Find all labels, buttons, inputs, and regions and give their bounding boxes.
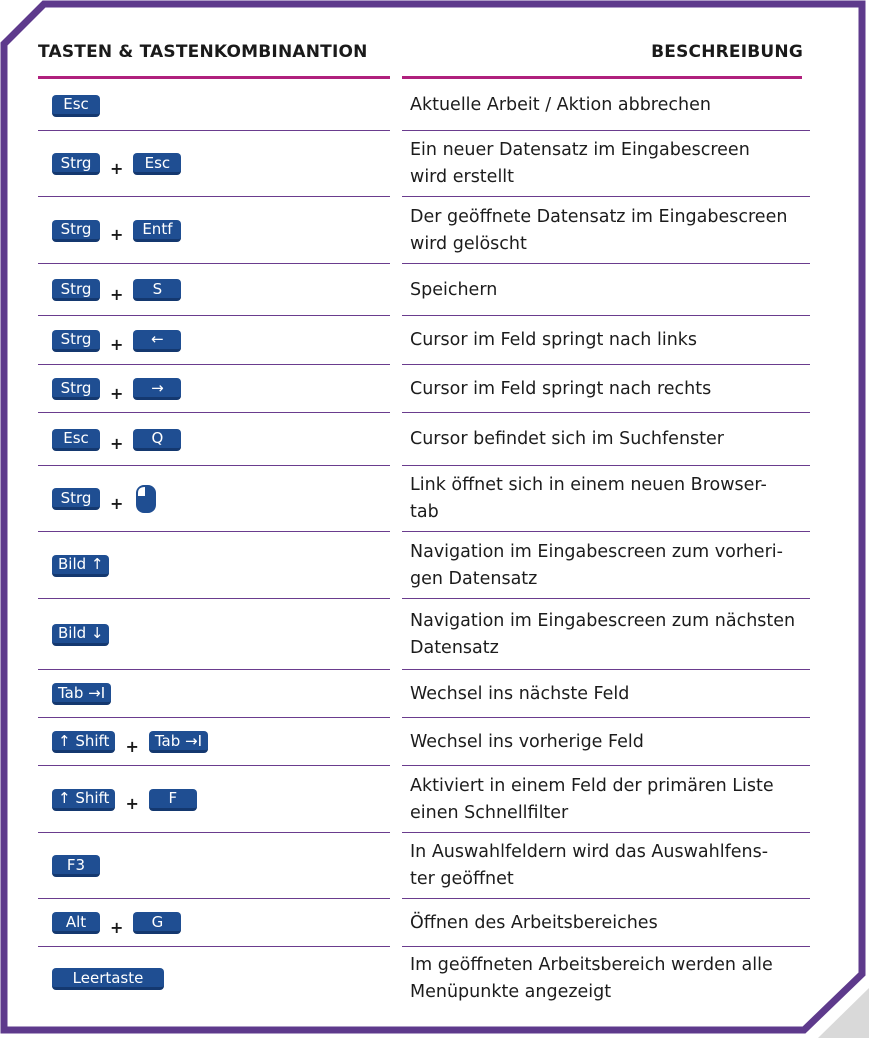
shortcut-row [38,365,810,413]
keycap: Q [133,429,181,451]
shortcut-description [410,899,810,947]
description-text [410,376,711,403]
description-line: Wechsel ins vorherige Feld [410,731,644,752]
shortcut-description [410,670,810,718]
shortcut-keys [38,413,390,466]
shortcut-keys [38,316,390,365]
header-underline-right [402,76,802,79]
keycap: Strg [52,153,100,175]
plus-sign: + [110,383,124,403]
shortcut-keys [38,131,390,197]
description-line: gen Datensatz [410,568,538,589]
shortcut-row [38,197,810,264]
shortcut-row [38,833,810,899]
description-text [410,472,767,526]
description-line: Ein neuer Datensatz im Eingabescreen [410,140,750,160]
shortcut-keys [38,466,390,532]
shortcut-row [38,264,810,316]
description-text [410,839,768,893]
keycap: Strg [52,488,100,510]
description-text [410,426,724,453]
description-text [410,277,497,304]
shortcut-keys [38,670,390,718]
keycap: ↑ Shift [52,789,115,811]
shortcut-table [38,80,810,1011]
description-line: Öffnen des Arbeitsbereiches [410,912,658,933]
description-text [410,204,787,258]
description-line: wird erstellt [410,167,515,187]
description-line: einen Schnellfilter [410,802,569,823]
plus-sign: + [110,158,124,178]
keycap: → [133,378,181,400]
keycap: G [133,912,181,934]
shortcut-row [38,599,810,670]
shortcut-description [410,532,810,599]
keycap: ↑ Shift [52,731,115,753]
shortcut-description [410,365,810,413]
shortcut-keys [38,197,390,264]
shortcut-description [410,131,810,197]
plus-sign: + [110,225,124,244]
plus-sign: + [125,794,139,813]
description-line: Menüpunkte angezeigt [410,982,612,1002]
description-text [410,773,774,827]
header-underline-left [38,76,390,79]
description-text [410,608,795,662]
plus-sign: + [110,917,124,937]
description-text [410,327,697,354]
keycap: Tab →I [52,683,111,705]
description-line: Im geöffneten Arbeitsbereich werden alle [410,955,773,975]
plus-sign: + [110,335,124,354]
description-line: Datensatz [410,637,499,658]
keycap: Bild ↑ [52,555,109,577]
description-line: Der geöffnete Datensatz im Eingabescreen [410,206,788,227]
description-text [410,137,750,191]
description-text [410,952,773,1006]
keycap: Leertaste [52,968,164,990]
shortcut-description [410,599,810,670]
shortcut-row [38,718,810,766]
description-text [410,92,711,119]
shortcut-row [38,670,810,718]
shortcut-description [410,466,810,532]
shortcut-description [410,316,810,365]
description-text [410,539,783,593]
shortcut-keys [38,532,390,599]
keycap: Strg [52,330,100,352]
shortcut-row [38,316,810,365]
shortcut-row [38,532,810,599]
keycap: S [133,279,181,301]
description-line: Navigation im Eingabescreen zum vorheri- [410,541,783,562]
shortcut-keys [38,947,390,1011]
description-text [410,729,644,756]
shortcut-keys [38,718,390,766]
keycap: Bild ↓ [52,624,109,646]
shortcut-keys [38,264,390,316]
column-header-keys: TASTEN & TASTENKOMBINANTION [38,42,368,62]
description-text [410,910,658,937]
keycap: Esc [52,429,100,451]
keycap: Alt [52,912,100,934]
shortcut-description [410,718,810,766]
description-line: Speichern [410,279,498,300]
shortcut-description [410,947,810,1011]
shortcut-keys [38,766,390,833]
keycap: F3 [52,855,100,877]
plus-sign: + [125,736,139,756]
keycap: Esc [133,153,181,175]
description-line: wird gelöscht [410,233,527,254]
column-header-description: BESCHREIBUNG [651,42,803,62]
description-line: Cursor befindet sich im Suchfenster [410,429,724,449]
shortcut-row [38,947,810,1011]
shortcut-row [38,466,810,532]
description-line: ter geöffnet [410,869,514,889]
shortcut-row [38,131,810,197]
keycap: Strg [52,279,100,301]
description-line: In Auswahlfeldern wird das Auswahlfens- [410,842,769,862]
shortcut-keys [38,833,390,899]
description-line: Aktuelle Arbeit / Aktion abbrechen [410,95,711,115]
shortcut-description [410,413,810,466]
keycap: Tab →I [149,731,208,753]
shortcut-description [410,833,810,899]
shortcut-row [38,899,810,947]
shortcut-keys [38,80,390,131]
shortcut-row [38,413,810,466]
description-line: Navigation im Eingabescreen zum nächsten [410,610,796,631]
description-line: Aktiviert in einem Feld der primären Liste [410,775,774,796]
mouse-left-click-icon [135,484,157,514]
plus-sign: + [110,493,124,513]
description-line: Link öffnet sich in einem neuen Browser- [410,475,767,495]
keycap: F [149,789,197,811]
description-line: Wechsel ins nächste Feld [410,683,630,704]
description-line: tab [410,502,439,522]
keycap: Esc [52,95,100,117]
keycap: ← [133,330,181,352]
shortcut-keys [38,899,390,947]
description-line: Cursor im Feld springt nach rechts [410,378,712,399]
shortcut-description [410,264,810,316]
keycap: Strg [52,378,100,400]
keycap: Entf [133,220,181,242]
keycap: Strg [52,220,100,242]
shortcut-keys [38,599,390,670]
shortcut-description [410,197,810,264]
shortcut-row [38,80,810,131]
shortcut-row [38,766,810,833]
description-line: Cursor im Feld springt nach links [410,330,698,350]
shortcut-keys [38,365,390,413]
description-text [410,681,629,708]
shortcut-description [410,80,810,131]
plus-sign: + [110,284,124,304]
plus-sign: + [110,434,124,453]
shortcut-description [410,766,810,833]
